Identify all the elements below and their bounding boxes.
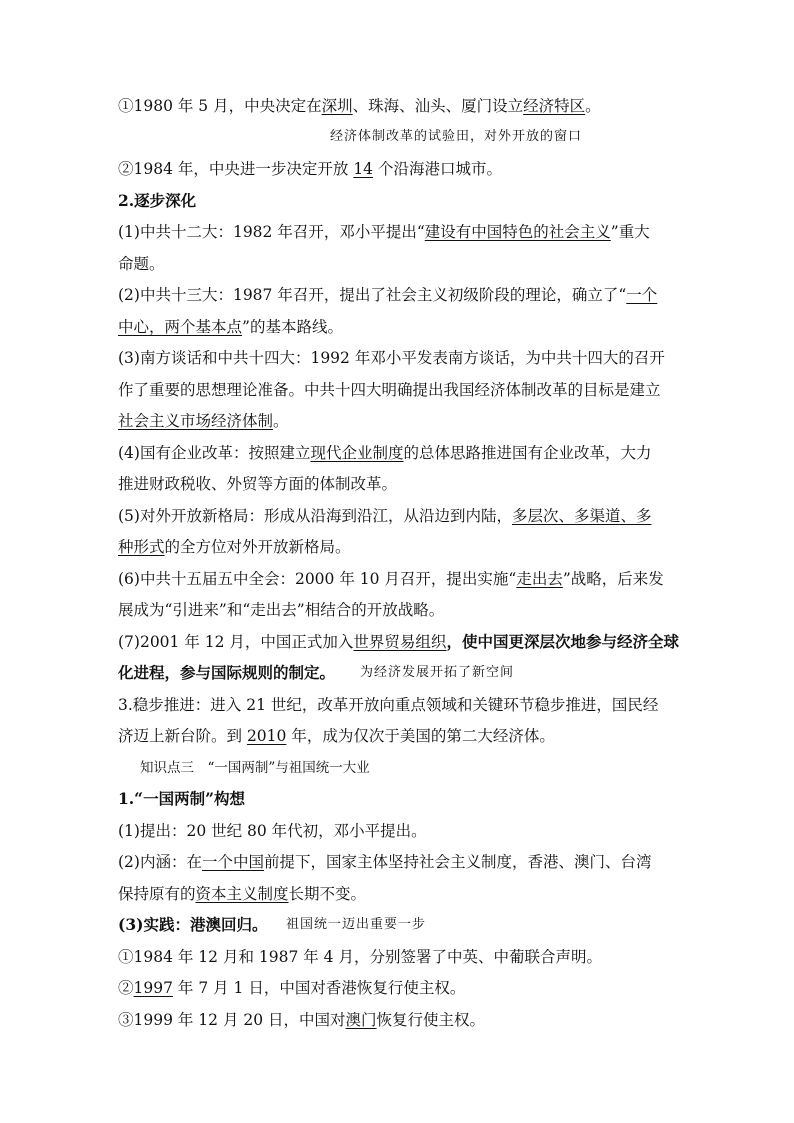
text-line — [118, 411, 289, 431]
text-line — [118, 222, 650, 242]
text: 推进财政税收、外贸等方面的体制改革。 — [118, 475, 398, 493]
text-line — [118, 317, 343, 337]
subsection-title — [140, 758, 370, 778]
bold-text: ，使中国更深层次地参与经济全球 — [446, 632, 679, 651]
text: 济迈上新台阶。到 — [118, 727, 247, 745]
heading-text: 1.“一国两制”构想 — [118, 789, 246, 808]
text-line — [118, 947, 602, 967]
handwritten-note: 为经济发展开拓了新空间 — [360, 665, 515, 680]
text: 长期不变。 — [288, 885, 367, 903]
underlined-term: 建设有中国特色的社会主义 — [424, 223, 611, 241]
text: (2)内涵：在 — [118, 853, 202, 871]
text: 年，成为仅次于美国的第二大经济体。 — [286, 727, 555, 745]
handwritten-note: 经济体制改革的试验田，对外开放的窗口 — [330, 129, 583, 144]
text: ①1980 年 5 月，中央决定在 — [118, 97, 322, 115]
text: 恢复行使主权。 — [376, 1011, 486, 1029]
text: (2)中共十三大：1987 年召开，提出了社会主义初级阶段的理论，确立了“ — [118, 286, 627, 304]
text-line — [118, 443, 652, 463]
text-line — [118, 600, 444, 620]
underlined-term: 14 — [353, 160, 374, 178]
text-line — [118, 915, 267, 935]
text-line — [118, 569, 664, 589]
underlined-term: 种形式 — [118, 538, 165, 556]
text: ①1984 年 12 月和 1987 年 4 月，分别签署了中英、中葡联合声明。 — [118, 948, 602, 966]
text-line — [118, 1010, 485, 1030]
text-line — [118, 821, 427, 841]
text: ”的基本路线。 — [242, 318, 343, 336]
underlined-term: 1997 — [133, 979, 173, 997]
bold-text: (3)实践：港澳回归。 — [118, 915, 268, 934]
underlined-term: 澳门 — [345, 1011, 377, 1029]
underlined-term: 2010 — [246, 727, 287, 745]
text: 。 — [273, 412, 289, 430]
text: (5)对外开放新格局：形成从沿海到沿江，从沿边到内陆， — [118, 507, 512, 525]
text-line — [118, 254, 165, 274]
underlined-term: 深圳 — [321, 97, 353, 115]
text-line — [118, 506, 651, 526]
subsection-text: 知识点三 “一国两制”与祖国统一大业 — [140, 760, 370, 776]
text-line — [118, 884, 366, 904]
text: 作了重要的思想理论准备。中共十四大明确提出我国经济体制改革的目标是建立 — [118, 381, 661, 399]
text-line — [118, 978, 465, 998]
text: 个沿海港口城市。 — [373, 160, 502, 178]
text: 的全方位对外开放新格局。 — [164, 538, 351, 556]
text-line — [118, 159, 502, 179]
text-line — [118, 285, 657, 305]
text: 3.稳步推进：进入 21 世纪，改革开放向重点领域和关键环节稳步推进，国民经 — [118, 696, 659, 714]
text-line — [118, 348, 665, 368]
text-line — [118, 96, 601, 116]
text: 命题。 — [118, 255, 165, 273]
heading-text: 2.逐步深化 — [118, 191, 197, 210]
underlined-term: 一个中国 — [201, 853, 264, 871]
text: 保持原有的 — [118, 885, 196, 903]
underlined-term: 世界贸易组织 — [353, 633, 447, 651]
text-line — [118, 852, 652, 872]
text-line — [118, 537, 351, 557]
text: (6)中共十五届五中全会：2000 年 10 月召开，提出实施“ — [118, 570, 517, 588]
text: ②1984 年，中央进一步决定开放 — [118, 160, 354, 178]
text: (1)提出：20 世纪 80 年代初，邓小平提出。 — [118, 822, 427, 840]
text-line — [118, 695, 658, 715]
underlined-term: 现代企业制度 — [310, 444, 404, 462]
text-line — [118, 632, 679, 652]
handwritten-note: 祖国统一迈出重要一步 — [286, 917, 427, 932]
text: (3)南方谈话和中共十四大：1992 年邓小平发表南方谈话，为中共十四大的召开 — [118, 349, 665, 367]
underlined-term: 资本主义制度 — [195, 885, 289, 903]
text-line — [118, 380, 661, 400]
text: 的总体思路推进国有企业改革，大力 — [403, 444, 652, 462]
text: (4)国有企业改革：按照建立 — [118, 444, 311, 462]
text: 、珠海、汕头、厦门设立 — [352, 97, 524, 115]
text-line — [118, 663, 335, 683]
text: (1)中共十二大：1982 年召开，邓小平提出“ — [118, 223, 425, 241]
bold-text: 化进程，参与国际规则的制定。 — [118, 663, 336, 682]
text-line — [118, 474, 397, 494]
text: 。 — [585, 97, 601, 115]
text: ③1999 年 12 月 20 日，中国对 — [118, 1011, 346, 1029]
section-heading — [118, 789, 245, 809]
text-line — [118, 726, 555, 746]
text: ”战略，后来发 — [562, 570, 664, 588]
text: 展成为“引进来”和“走出去”相结合的开放战略。 — [118, 601, 445, 619]
underlined-term: 多层次、多渠道、多 — [511, 507, 652, 525]
text: (7)2001 年 12 月，中国正式加入 — [118, 633, 354, 651]
underlined-term: 中心，两个基本点 — [118, 318, 243, 336]
underlined-term: 一个 — [626, 286, 658, 304]
text: 前提下，国家主体坚持社会主义制度，香港、澳门、台湾 — [263, 853, 652, 871]
underlined-term: 走出去 — [516, 570, 563, 588]
underlined-term: 经济特区 — [523, 97, 586, 115]
section-heading — [118, 191, 196, 211]
text: ”重大 — [610, 223, 650, 241]
text: ② — [118, 979, 134, 997]
underlined-term: 社会主义市场经济体制 — [118, 412, 274, 430]
text: 年 7 月 1 日，中国对香港恢复行使主权。 — [172, 979, 466, 997]
